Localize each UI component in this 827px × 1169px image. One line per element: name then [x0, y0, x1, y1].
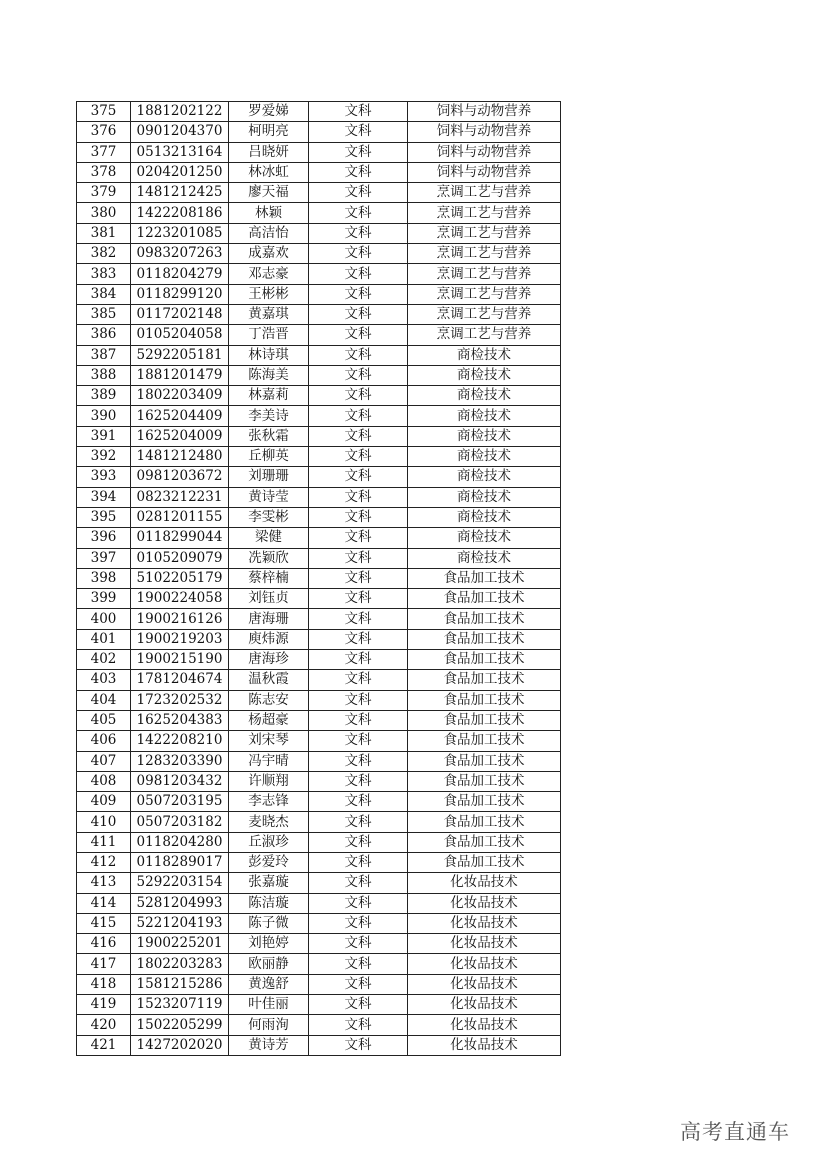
- subject-type-cell: 文科: [309, 406, 408, 426]
- row-number-cell: 403: [77, 670, 131, 690]
- row-number-cell: 418: [77, 974, 131, 994]
- major-cell: 商检技术: [408, 406, 561, 426]
- row-number-cell: 382: [77, 244, 131, 264]
- row-number-cell: 405: [77, 710, 131, 730]
- student-id-cell: 5102205179: [131, 568, 229, 588]
- student-id-cell: 0983207263: [131, 244, 229, 264]
- student-name-cell: 彭爱玲: [229, 852, 309, 872]
- subject-type-cell: 文科: [309, 568, 408, 588]
- student-id-cell: 1881201479: [131, 365, 229, 385]
- student-id-cell: 1283203390: [131, 751, 229, 771]
- student-id-cell: 1422208210: [131, 731, 229, 751]
- major-cell: 食品加工技术: [408, 568, 561, 588]
- watermark: 高考直通车: [680, 1120, 790, 1144]
- student-id-cell: 0118289017: [131, 852, 229, 872]
- student-name-cell: 温秋霞: [229, 670, 309, 690]
- major-cell: 饲料与动物营养: [408, 122, 561, 142]
- student-name-cell: 高洁怡: [229, 223, 309, 243]
- table-row: [77, 852, 561, 872]
- major-cell: 食品加工技术: [408, 650, 561, 670]
- subject-type-cell: 文科: [309, 264, 408, 284]
- table-row: [77, 284, 561, 304]
- row-number-cell: 384: [77, 284, 131, 304]
- row-number-cell: 390: [77, 406, 131, 426]
- student-name-cell: 成嘉欢: [229, 244, 309, 264]
- student-id-cell: 0118204280: [131, 832, 229, 852]
- table-row: [77, 771, 561, 791]
- subject-type-cell: 文科: [309, 244, 408, 264]
- row-number-cell: 408: [77, 771, 131, 791]
- subject-type-cell: 文科: [309, 812, 408, 832]
- major-cell: 化妆品技术: [408, 974, 561, 994]
- table-row: [77, 670, 561, 690]
- row-number-cell: 409: [77, 792, 131, 812]
- student-id-cell: 5281204993: [131, 893, 229, 913]
- student-id-cell: 1625204009: [131, 426, 229, 446]
- student-id-cell: 1781204674: [131, 670, 229, 690]
- table-row: [77, 447, 561, 467]
- subject-type-cell: 文科: [309, 548, 408, 568]
- row-number-cell: 395: [77, 507, 131, 527]
- subject-type-cell: 文科: [309, 751, 408, 771]
- major-cell: 烹调工艺与营养: [408, 244, 561, 264]
- table-row: [77, 568, 561, 588]
- student-id-cell: 0823212231: [131, 487, 229, 507]
- admission-table: [76, 101, 561, 1056]
- row-number-cell: 398: [77, 568, 131, 588]
- student-name-cell: 吕晓妍: [229, 142, 309, 162]
- table-row: [77, 365, 561, 385]
- subject-type-cell: 文科: [309, 710, 408, 730]
- major-cell: 烹调工艺与营养: [408, 264, 561, 284]
- row-number-cell: 407: [77, 751, 131, 771]
- student-id-cell: 1481212480: [131, 447, 229, 467]
- student-name-cell: 罗爱娣: [229, 102, 309, 122]
- subject-type-cell: 文科: [309, 365, 408, 385]
- table-row: [77, 731, 561, 751]
- table-row: [77, 589, 561, 609]
- table-row: [77, 426, 561, 446]
- major-cell: 化妆品技术: [408, 954, 561, 974]
- student-name-cell: 梁健: [229, 528, 309, 548]
- subject-type-cell: 文科: [309, 670, 408, 690]
- row-number-cell: 381: [77, 223, 131, 243]
- major-cell: 食品加工技术: [408, 670, 561, 690]
- table-row: [77, 304, 561, 324]
- student-name-cell: 张嘉璇: [229, 873, 309, 893]
- subject-type-cell: 文科: [309, 771, 408, 791]
- student-id-cell: 1900225201: [131, 934, 229, 954]
- row-number-cell: 389: [77, 386, 131, 406]
- subject-type-cell: 文科: [309, 792, 408, 812]
- student-id-cell: 1481212425: [131, 183, 229, 203]
- major-cell: 商检技术: [408, 365, 561, 385]
- student-name-cell: 李雯彬: [229, 507, 309, 527]
- subject-type-cell: 文科: [309, 629, 408, 649]
- major-cell: 化妆品技术: [408, 913, 561, 933]
- major-cell: 食品加工技术: [408, 629, 561, 649]
- major-cell: 商检技术: [408, 426, 561, 446]
- major-cell: 饲料与动物营养: [408, 142, 561, 162]
- major-cell: 商检技术: [408, 507, 561, 527]
- student-name-cell: 林颖: [229, 203, 309, 223]
- row-number-cell: 386: [77, 325, 131, 345]
- student-name-cell: 黄逸舒: [229, 974, 309, 994]
- row-number-cell: 400: [77, 609, 131, 629]
- subject-type-cell: 文科: [309, 304, 408, 324]
- subject-type-cell: 文科: [309, 345, 408, 365]
- major-cell: 商检技术: [408, 467, 561, 487]
- subject-type-cell: 文科: [309, 650, 408, 670]
- table-row: [77, 629, 561, 649]
- table-row: [77, 386, 561, 406]
- student-id-cell: 0118299120: [131, 284, 229, 304]
- student-id-cell: 1625204383: [131, 710, 229, 730]
- table-row: [77, 467, 561, 487]
- row-number-cell: 388: [77, 365, 131, 385]
- row-number-cell: 392: [77, 447, 131, 467]
- student-name-cell: 庾炜源: [229, 629, 309, 649]
- student-id-cell: 0204201250: [131, 162, 229, 182]
- table-row: [77, 162, 561, 182]
- table-row: [77, 102, 561, 122]
- subject-type-cell: 文科: [309, 934, 408, 954]
- student-id-cell: 1502205299: [131, 1015, 229, 1035]
- student-id-cell: 0105209079: [131, 548, 229, 568]
- major-cell: 食品加工技术: [408, 792, 561, 812]
- row-number-cell: 385: [77, 304, 131, 324]
- row-number-cell: 411: [77, 832, 131, 852]
- student-id-cell: 0507203182: [131, 812, 229, 832]
- student-name-cell: 刘珊珊: [229, 467, 309, 487]
- major-cell: 食品加工技术: [408, 690, 561, 710]
- student-name-cell: 黄诗芳: [229, 1035, 309, 1055]
- major-cell: 化妆品技术: [408, 1035, 561, 1055]
- student-name-cell: 陈洁璇: [229, 893, 309, 913]
- student-name-cell: 丘柳英: [229, 447, 309, 467]
- major-cell: 化妆品技术: [408, 934, 561, 954]
- student-name-cell: 李美诗: [229, 406, 309, 426]
- table-row: [77, 913, 561, 933]
- student-id-cell: 1625204409: [131, 406, 229, 426]
- subject-type-cell: 文科: [309, 1035, 408, 1055]
- student-name-cell: 邓志豪: [229, 264, 309, 284]
- student-id-cell: 0117202148: [131, 304, 229, 324]
- table-row: [77, 528, 561, 548]
- table-row: [77, 345, 561, 365]
- student-name-cell: 麦晓杰: [229, 812, 309, 832]
- major-cell: 食品加工技术: [408, 751, 561, 771]
- table-row: [77, 203, 561, 223]
- major-cell: 烹调工艺与营养: [408, 223, 561, 243]
- table-row: [77, 264, 561, 284]
- subject-type-cell: 文科: [309, 487, 408, 507]
- student-name-cell: 冼颖欣: [229, 548, 309, 568]
- student-name-cell: 陈志安: [229, 690, 309, 710]
- table-row: [77, 223, 561, 243]
- major-cell: 商检技术: [408, 548, 561, 568]
- student-id-cell: 1881202122: [131, 102, 229, 122]
- row-number-cell: 414: [77, 893, 131, 913]
- table-row: [77, 893, 561, 913]
- subject-type-cell: 文科: [309, 609, 408, 629]
- student-id-cell: 1802203283: [131, 954, 229, 974]
- row-number-cell: 412: [77, 852, 131, 872]
- row-number-cell: 416: [77, 934, 131, 954]
- table-row: [77, 122, 561, 142]
- student-name-cell: 刘艳婷: [229, 934, 309, 954]
- student-name-cell: 林嘉莉: [229, 386, 309, 406]
- major-cell: 商检技术: [408, 528, 561, 548]
- row-number-cell: 406: [77, 731, 131, 751]
- table-row: [77, 1035, 561, 1055]
- row-number-cell: 417: [77, 954, 131, 974]
- student-name-cell: 唐海珍: [229, 650, 309, 670]
- row-number-cell: 421: [77, 1035, 131, 1055]
- student-name-cell: 张秋霜: [229, 426, 309, 446]
- student-name-cell: 何雨洵: [229, 1015, 309, 1035]
- student-id-cell: 1900215190: [131, 650, 229, 670]
- major-cell: 化妆品技术: [408, 873, 561, 893]
- subject-type-cell: 文科: [309, 122, 408, 142]
- subject-type-cell: 文科: [309, 832, 408, 852]
- row-number-cell: 379: [77, 183, 131, 203]
- table-row: [77, 995, 561, 1015]
- row-number-cell: 387: [77, 345, 131, 365]
- student-id-cell: 5221204193: [131, 913, 229, 933]
- row-number-cell: 394: [77, 487, 131, 507]
- table-row: [77, 507, 561, 527]
- table-row: [77, 934, 561, 954]
- subject-type-cell: 文科: [309, 954, 408, 974]
- major-cell: 食品加工技术: [408, 852, 561, 872]
- row-number-cell: 397: [77, 548, 131, 568]
- row-number-cell: 377: [77, 142, 131, 162]
- student-id-cell: 5292203154: [131, 873, 229, 893]
- subject-type-cell: 文科: [309, 467, 408, 487]
- table-row: [77, 142, 561, 162]
- row-number-cell: 410: [77, 812, 131, 832]
- major-cell: 食品加工技术: [408, 589, 561, 609]
- subject-type-cell: 文科: [309, 913, 408, 933]
- row-number-cell: 402: [77, 650, 131, 670]
- subject-type-cell: 文科: [309, 223, 408, 243]
- student-name-cell: 刘钰贞: [229, 589, 309, 609]
- subject-type-cell: 文科: [309, 873, 408, 893]
- student-id-cell: 1900216126: [131, 609, 229, 629]
- row-number-cell: 396: [77, 528, 131, 548]
- row-number-cell: 393: [77, 467, 131, 487]
- student-id-cell: 5292205181: [131, 345, 229, 365]
- subject-type-cell: 文科: [309, 386, 408, 406]
- student-id-cell: 1223201085: [131, 223, 229, 243]
- table-row: [77, 244, 561, 264]
- subject-type-cell: 文科: [309, 183, 408, 203]
- table-row: [77, 487, 561, 507]
- student-name-cell: 丁浩晋: [229, 325, 309, 345]
- major-cell: 化妆品技术: [408, 995, 561, 1015]
- table-row: [77, 406, 561, 426]
- table-row: [77, 548, 561, 568]
- major-cell: 烹调工艺与营养: [408, 325, 561, 345]
- subject-type-cell: 文科: [309, 893, 408, 913]
- student-name-cell: 杨超豪: [229, 710, 309, 730]
- student-id-cell: 0105204058: [131, 325, 229, 345]
- student-name-cell: 冯宇晴: [229, 751, 309, 771]
- major-cell: 烹调工艺与营养: [408, 203, 561, 223]
- subject-type-cell: 文科: [309, 507, 408, 527]
- student-name-cell: 欧丽静: [229, 954, 309, 974]
- student-name-cell: 蔡梓楠: [229, 568, 309, 588]
- student-name-cell: 唐海珊: [229, 609, 309, 629]
- student-id-cell: 0981203432: [131, 771, 229, 791]
- row-number-cell: 399: [77, 589, 131, 609]
- subject-type-cell: 文科: [309, 995, 408, 1015]
- table-row: [77, 710, 561, 730]
- major-cell: 食品加工技术: [408, 609, 561, 629]
- row-number-cell: 401: [77, 629, 131, 649]
- major-cell: 商检技术: [408, 447, 561, 467]
- major-cell: 烹调工艺与营养: [408, 304, 561, 324]
- student-name-cell: 黄嘉琪: [229, 304, 309, 324]
- student-name-cell: 王彬彬: [229, 284, 309, 304]
- student-id-cell: 1900224058: [131, 589, 229, 609]
- table-row: [77, 974, 561, 994]
- major-cell: 烹调工艺与营养: [408, 284, 561, 304]
- major-cell: 化妆品技术: [408, 893, 561, 913]
- table-row: [77, 873, 561, 893]
- major-cell: 商检技术: [408, 386, 561, 406]
- table-row: [77, 609, 561, 629]
- row-number-cell: 378: [77, 162, 131, 182]
- student-id-cell: 0281201155: [131, 507, 229, 527]
- student-name-cell: 陈子微: [229, 913, 309, 933]
- student-name-cell: 黄诗莹: [229, 487, 309, 507]
- student-name-cell: 丘淑珍: [229, 832, 309, 852]
- row-number-cell: 391: [77, 426, 131, 446]
- student-id-cell: 1523207119: [131, 995, 229, 1015]
- student-id-cell: 1427202020: [131, 1035, 229, 1055]
- subject-type-cell: 文科: [309, 142, 408, 162]
- table-row: [77, 751, 561, 771]
- table-row: [77, 690, 561, 710]
- row-number-cell: 375: [77, 102, 131, 122]
- major-cell: 食品加工技术: [408, 731, 561, 751]
- student-id-cell: 0513213164: [131, 142, 229, 162]
- student-id-cell: 1900219203: [131, 629, 229, 649]
- row-number-cell: 376: [77, 122, 131, 142]
- major-cell: 食品加工技术: [408, 771, 561, 791]
- subject-type-cell: 文科: [309, 284, 408, 304]
- student-id-cell: 0901204370: [131, 122, 229, 142]
- subject-type-cell: 文科: [309, 974, 408, 994]
- row-number-cell: 413: [77, 873, 131, 893]
- subject-type-cell: 文科: [309, 589, 408, 609]
- student-name-cell: 林诗琪: [229, 345, 309, 365]
- student-name-cell: 柯明亮: [229, 122, 309, 142]
- student-id-cell: 1581215286: [131, 974, 229, 994]
- row-number-cell: 383: [77, 264, 131, 284]
- row-number-cell: 380: [77, 203, 131, 223]
- major-cell: 食品加工技术: [408, 812, 561, 832]
- row-number-cell: 420: [77, 1015, 131, 1035]
- row-number-cell: 404: [77, 690, 131, 710]
- subject-type-cell: 文科: [309, 325, 408, 345]
- student-name-cell: 刘宋琴: [229, 731, 309, 751]
- student-id-cell: 1802203409: [131, 386, 229, 406]
- table-row: [77, 1015, 561, 1035]
- major-cell: 商检技术: [408, 487, 561, 507]
- subject-type-cell: 文科: [309, 528, 408, 548]
- subject-type-cell: 文科: [309, 1015, 408, 1035]
- table-row: [77, 812, 561, 832]
- student-name-cell: 许顺翔: [229, 771, 309, 791]
- row-number-cell: 415: [77, 913, 131, 933]
- student-name-cell: 林冰虹: [229, 162, 309, 182]
- table-row: [77, 832, 561, 852]
- student-id-cell: 0981203672: [131, 467, 229, 487]
- table-row: [77, 792, 561, 812]
- subject-type-cell: 文科: [309, 852, 408, 872]
- table-row: [77, 954, 561, 974]
- subject-type-cell: 文科: [309, 690, 408, 710]
- major-cell: 化妆品技术: [408, 1015, 561, 1035]
- major-cell: 饲料与动物营养: [408, 102, 561, 122]
- student-name-cell: 叶佳丽: [229, 995, 309, 1015]
- row-number-cell: 419: [77, 995, 131, 1015]
- subject-type-cell: 文科: [309, 162, 408, 182]
- student-id-cell: 0118299044: [131, 528, 229, 548]
- subject-type-cell: 文科: [309, 426, 408, 446]
- major-cell: 饲料与动物营养: [408, 162, 561, 182]
- major-cell: 商检技术: [408, 345, 561, 365]
- table-row: [77, 650, 561, 670]
- subject-type-cell: 文科: [309, 102, 408, 122]
- subject-type-cell: 文科: [309, 731, 408, 751]
- major-cell: 食品加工技术: [408, 832, 561, 852]
- subject-type-cell: 文科: [309, 447, 408, 467]
- student-id-cell: 0118204279: [131, 264, 229, 284]
- table-row: [77, 325, 561, 345]
- student-id-cell: 1422208186: [131, 203, 229, 223]
- student-name-cell: 廖天福: [229, 183, 309, 203]
- subject-type-cell: 文科: [309, 203, 408, 223]
- student-name-cell: 李志锋: [229, 792, 309, 812]
- major-cell: 食品加工技术: [408, 710, 561, 730]
- student-name-cell: 陈海美: [229, 365, 309, 385]
- student-id-cell: 1723202532: [131, 690, 229, 710]
- table-row: [77, 183, 561, 203]
- student-id-cell: 0507203195: [131, 792, 229, 812]
- major-cell: 烹调工艺与营养: [408, 183, 561, 203]
